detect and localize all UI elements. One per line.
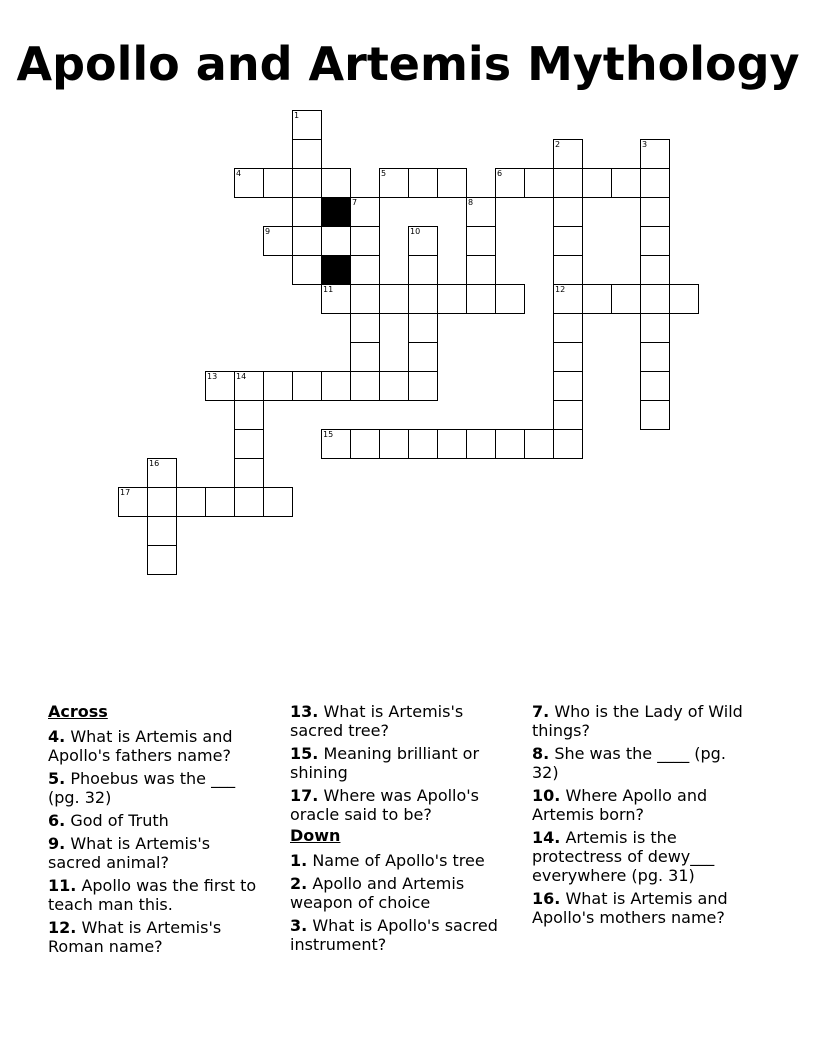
crossword-cell[interactable]: [640, 168, 670, 198]
crossword-cell[interactable]: [350, 429, 380, 459]
crossword-cell[interactable]: [234, 458, 264, 488]
crossword-cell[interactable]: [321, 226, 351, 256]
crossword-cell[interactable]: [437, 168, 467, 198]
crossword-cell[interactable]: [582, 168, 612, 198]
crossword-cell[interactable]: [350, 255, 380, 285]
down-heading: Down: [290, 826, 341, 845]
clue-across-17: 17. Where was Apollo's oracle said to be?: [290, 786, 480, 824]
crossword-cell[interactable]: [524, 429, 554, 459]
crossword-cell[interactable]: [640, 139, 670, 169]
crossword-cell[interactable]: [147, 545, 177, 575]
crossword-cell[interactable]: [640, 226, 670, 256]
crossword-cell[interactable]: [234, 429, 264, 459]
crossword-cell[interactable]: [292, 110, 322, 140]
cell-number: 14: [236, 372, 247, 381]
cell-number: 12: [555, 285, 566, 294]
crossword-cell[interactable]: [263, 487, 293, 517]
crossword-cell[interactable]: [350, 342, 380, 372]
crossword-cell[interactable]: [553, 371, 583, 401]
crossword-cell[interactable]: [640, 284, 670, 314]
puzzle-title: Apollo and Artemis Mythology: [16, 37, 800, 91]
clues-column-2: [290, 702, 512, 958]
clue-across-15: 15. Meaning brilliant or shining: [290, 744, 480, 782]
crossword-cell[interactable]: [147, 516, 177, 546]
across-heading: Across: [48, 702, 108, 721]
crossword-cell[interactable]: [408, 313, 438, 343]
clue-down-16: 16. What is Artemis and Apollo's mothers name?: [532, 889, 728, 927]
clue-down-14: 14. Artemis is the protectress of dewy___ everywhere (pg. 31): [532, 828, 715, 885]
cell-number: 8: [468, 198, 474, 207]
crossword-cell[interactable]: [495, 429, 525, 459]
clue-across-5: 5. Phoebus was the ___ (pg. 32): [48, 769, 236, 807]
cell-number: 16: [149, 459, 160, 468]
crossword-cell[interactable]: [640, 342, 670, 372]
crossword-cell[interactable]: [147, 487, 177, 517]
clue-across-12: 12. What is Artemis's Roman name?: [48, 918, 222, 956]
cell-number: 15: [323, 430, 334, 439]
crossword-cell[interactable]: [553, 139, 583, 169]
crossword-cell[interactable]: [292, 255, 322, 285]
clues-column-3: [532, 702, 750, 931]
clue-down-8: 8. She was the ____ (pg. 32): [532, 744, 726, 782]
crossword-cell[interactable]: [553, 226, 583, 256]
crossword-cell[interactable]: [205, 371, 235, 401]
clue-across-4: 4. What is Artemis and Apollo's fathers name?: [48, 727, 233, 765]
cell-number: 4: [236, 169, 242, 178]
crossword-cell[interactable]: [292, 168, 322, 198]
crossword-cell[interactable]: [466, 226, 496, 256]
crossword-cell[interactable]: [553, 342, 583, 372]
cell-number: 6: [497, 169, 503, 178]
crossword-cell[interactable]: [292, 371, 322, 401]
cell-number: 17: [120, 488, 131, 497]
crossword-cell[interactable]: [553, 284, 583, 314]
cell-number: 10: [410, 227, 421, 236]
clue-across-6: 6. God of Truth: [48, 811, 169, 830]
crossword-cell[interactable]: [292, 226, 322, 256]
clue-across-11: 11. Apollo was the first to teach man this.: [48, 876, 257, 914]
cell-number: 3: [642, 140, 648, 149]
blocked-cell: [321, 255, 351, 285]
crossword-cell[interactable]: [640, 400, 670, 430]
clue-down-2: 2. Apollo and Artemis weapon of choice: [290, 874, 465, 912]
crossword-cell[interactable]: [350, 371, 380, 401]
crossword-cell[interactable]: [234, 168, 264, 198]
crossword-cell[interactable]: [350, 197, 380, 227]
crossword-cell[interactable]: [321, 371, 351, 401]
cell-number: 11: [323, 285, 334, 294]
crossword-cell[interactable]: [321, 168, 351, 198]
crossword-cell[interactable]: [350, 226, 380, 256]
crossword-cell[interactable]: [437, 284, 467, 314]
cell-number: 1: [294, 111, 300, 120]
crossword-cell[interactable]: [263, 226, 293, 256]
crossword-cell[interactable]: [408, 429, 438, 459]
crossword-cell[interactable]: [408, 168, 438, 198]
crossword-cell[interactable]: [350, 313, 380, 343]
crossword-cell[interactable]: [553, 429, 583, 459]
crossword-cell[interactable]: [147, 458, 177, 488]
crossword-cell[interactable]: [408, 371, 438, 401]
crossword-cell[interactable]: [466, 255, 496, 285]
crossword-cell[interactable]: [495, 284, 525, 314]
crossword-cell[interactable]: [234, 400, 264, 430]
crossword-cell[interactable]: [379, 284, 409, 314]
clues-column-1: [48, 702, 268, 960]
crossword-cell[interactable]: [321, 429, 351, 459]
clue-down-7: 7. Who is the Lady of Wild things?: [532, 702, 743, 740]
crossword-cell[interactable]: [640, 313, 670, 343]
crossword-cell[interactable]: [640, 197, 670, 227]
cell-number: 9: [265, 227, 271, 236]
crossword-cell[interactable]: [553, 197, 583, 227]
crossword-cell[interactable]: [582, 284, 612, 314]
clue-down-10: 10. Where Apollo and Artemis born?: [532, 786, 708, 824]
crossword-cell[interactable]: [495, 168, 525, 198]
cell-number: 13: [207, 372, 218, 381]
clue-across-9: 9. What is Artemis's sacred animal?: [48, 834, 211, 872]
crossword-cell[interactable]: [205, 487, 235, 517]
blocked-cell: [321, 197, 351, 227]
crossword-cell[interactable]: [553, 400, 583, 430]
cell-number: 7: [352, 198, 358, 207]
crossword-cell[interactable]: [408, 226, 438, 256]
cell-number: 2: [555, 140, 561, 149]
clue-across-13: 13. What is Artemis's sacred tree?: [290, 702, 464, 740]
crossword-cell[interactable]: [553, 168, 583, 198]
crossword-cell[interactable]: [379, 371, 409, 401]
crossword-cell[interactable]: [118, 487, 148, 517]
crossword-cell[interactable]: [263, 168, 293, 198]
crossword-cell[interactable]: [611, 168, 641, 198]
crossword-cell[interactable]: [524, 168, 554, 198]
crossword-cell[interactable]: [466, 197, 496, 227]
crossword-cell[interactable]: [408, 284, 438, 314]
crossword-cell[interactable]: [234, 371, 264, 401]
crossword-cell[interactable]: [292, 139, 322, 169]
clue-down-1: 1. Name of Apollo's tree: [290, 851, 485, 870]
crossword-cell[interactable]: [437, 429, 467, 459]
crossword-cell[interactable]: [640, 255, 670, 285]
crossword-cell[interactable]: [379, 429, 409, 459]
crossword-cell[interactable]: [466, 429, 496, 459]
crossword-cell[interactable]: [292, 197, 322, 227]
crossword-cell[interactable]: [350, 284, 380, 314]
crossword-cell[interactable]: [263, 371, 293, 401]
crossword-cell[interactable]: [408, 255, 438, 285]
crossword-cell[interactable]: [176, 487, 206, 517]
crossword-cell[interactable]: [466, 284, 496, 314]
crossword-cell[interactable]: [611, 284, 641, 314]
clue-down-3: 3. What is Apollo's sacred instrument?: [290, 916, 498, 954]
crossword-cell[interactable]: [379, 168, 409, 198]
cell-number: 5: [381, 169, 387, 178]
crossword-cell[interactable]: [408, 342, 438, 372]
crossword-cell[interactable]: [321, 284, 351, 314]
crossword-cell[interactable]: [234, 487, 264, 517]
crossword-cell[interactable]: [553, 313, 583, 343]
crossword-cell[interactable]: [640, 371, 670, 401]
crossword-cell[interactable]: [553, 255, 583, 285]
crossword-cell[interactable]: [669, 284, 699, 314]
